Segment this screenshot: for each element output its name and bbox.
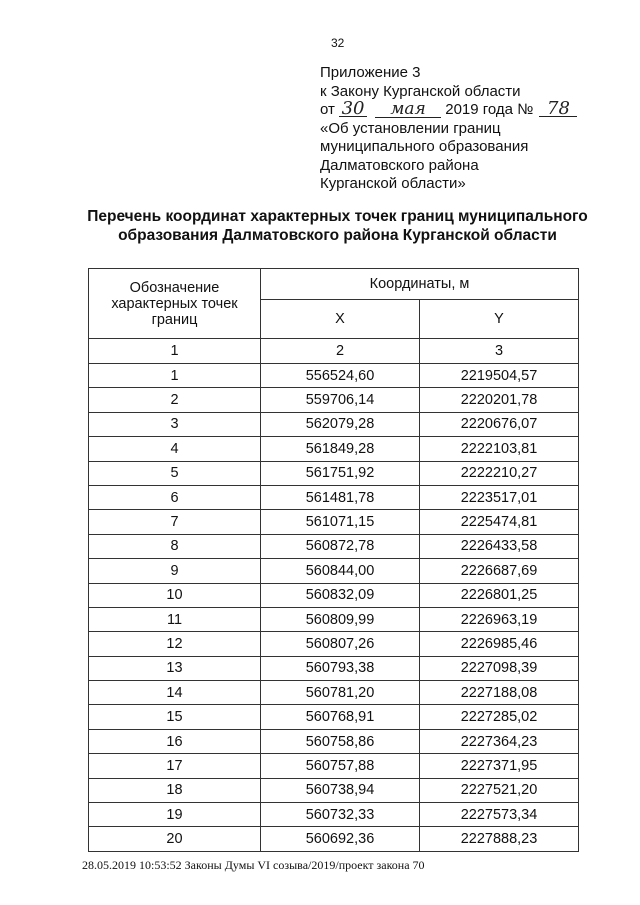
point-number-cell: 9: [89, 559, 261, 583]
x-coordinate-cell: 560781,20: [261, 681, 420, 705]
y-coordinate-cell: 2227188,08: [420, 681, 579, 705]
handwritten-law-number: 78: [539, 101, 577, 117]
header-coordinates: Координаты, м: [261, 269, 579, 300]
appendix-date-line: [320, 98, 577, 120]
table-row: [89, 559, 579, 583]
point-number-cell: 13: [89, 656, 261, 680]
appendix-law: к Закону Курганской области: [320, 82, 521, 100]
point-number-cell: 11: [89, 607, 261, 631]
table-row: [89, 827, 579, 851]
column-index: 1: [89, 339, 261, 364]
y-coordinate-cell: 2226687,69: [420, 559, 579, 583]
table-row: [89, 656, 579, 680]
appendix-name-line: Курганской области»: [320, 175, 466, 192]
y-coordinate-cell: 2227285,02: [420, 705, 579, 729]
x-coordinate-cell: 559706,14: [261, 388, 420, 412]
point-number-cell: 15: [89, 705, 261, 729]
point-number-cell: 6: [89, 485, 261, 509]
y-coordinate-cell: 2223517,01: [420, 485, 579, 509]
y-coordinate-cell: 2227098,39: [420, 656, 579, 680]
point-number-cell: 5: [89, 461, 261, 485]
table-row: [89, 485, 579, 509]
document-title: [70, 207, 605, 245]
footer-stamp: 28.05.2019 10:53:52 Законы Думы VI созыва/2019/проект закона 70: [82, 858, 425, 872]
x-coordinate-cell: 560768,91: [261, 705, 420, 729]
appendix-name-line: муниципального образования: [320, 138, 529, 155]
y-coordinate-cell: 2226963,19: [420, 607, 579, 631]
point-number-cell: 16: [89, 729, 261, 753]
handwritten-day: 30: [339, 101, 367, 117]
appendix-name-line: Далматовского района: [320, 156, 479, 174]
header-x: X: [261, 300, 420, 339]
point-number-cell: 7: [89, 510, 261, 534]
year-label: 2019 года №: [445, 101, 534, 118]
column-index: 3: [420, 339, 579, 364]
table-row: [89, 632, 579, 656]
y-coordinate-cell: 2227573,34: [420, 803, 579, 827]
y-coordinate-cell: 2220676,07: [420, 412, 579, 436]
header-label: Обозначение характерных точек границ: [89, 269, 261, 339]
coordinates-table: [88, 268, 579, 852]
table-header-row: [89, 269, 579, 300]
table-row: [89, 534, 579, 558]
table-row: [89, 778, 579, 802]
y-coordinate-cell: 2227371,95: [420, 754, 579, 778]
x-coordinate-cell: 560758,86: [261, 729, 420, 753]
table-row: [89, 437, 579, 461]
appendix-title: Приложение 3: [320, 64, 421, 81]
x-coordinate-cell: 560757,88: [261, 754, 420, 778]
x-coordinate-cell: 561071,15: [261, 510, 420, 534]
point-number-cell: 12: [89, 632, 261, 656]
x-coordinate-cell: 561751,92: [261, 461, 420, 485]
y-coordinate-cell: 2227364,23: [420, 729, 579, 753]
table-row: [89, 681, 579, 705]
point-number-cell: 20: [89, 827, 261, 851]
y-coordinate-cell: 2222103,81: [420, 437, 579, 461]
point-number-cell: 4: [89, 437, 261, 461]
x-coordinate-cell: 561849,28: [261, 437, 420, 461]
point-number-cell: 17: [89, 754, 261, 778]
x-coordinate-cell: 560807,26: [261, 632, 420, 656]
table-row: [89, 388, 579, 412]
table-row: [89, 461, 579, 485]
x-coordinate-cell: 562079,28: [261, 412, 420, 436]
title-line: Перечень координат характерных точек границ муниципального: [87, 208, 588, 225]
y-coordinate-cell: 2225474,81: [420, 510, 579, 534]
y-coordinate-cell: 2226985,46: [420, 632, 579, 656]
x-coordinate-cell: 560692,36: [261, 827, 420, 851]
point-number-cell: 18: [89, 778, 261, 802]
point-number-cell: 19: [89, 803, 261, 827]
y-coordinate-cell: 2227888,23: [420, 827, 579, 851]
x-coordinate-cell: 560738,94: [261, 778, 420, 802]
point-number-cell: 14: [89, 681, 261, 705]
point-number-cell: 3: [89, 412, 261, 436]
table-row: [89, 729, 579, 753]
point-number-cell: 2: [89, 388, 261, 412]
x-coordinate-cell: 560844,00: [261, 559, 420, 583]
x-coordinate-cell: 560809,99: [261, 607, 420, 631]
x-coordinate-cell: 560732,33: [261, 803, 420, 827]
y-coordinate-cell: 2222210,27: [420, 461, 579, 485]
handwritten-month: мая: [375, 102, 441, 118]
table-row: [89, 607, 579, 631]
x-coordinate-cell: 560832,09: [261, 583, 420, 607]
y-coordinate-cell: 2226801,25: [420, 583, 579, 607]
table-row: [89, 754, 579, 778]
y-coordinate-cell: 2220201,78: [420, 388, 579, 412]
table-row: [89, 803, 579, 827]
table-row: [89, 510, 579, 534]
point-number-cell: 10: [89, 583, 261, 607]
header-y: Y: [420, 300, 579, 339]
appendix-block: [320, 64, 577, 194]
column-index-row: [89, 339, 579, 364]
column-index: 2: [261, 339, 420, 364]
appendix-name-line: «Об установлении границ: [320, 119, 501, 137]
x-coordinate-cell: 560793,38: [261, 656, 420, 680]
title-line: образования Далматовского района Курганской области: [118, 227, 557, 244]
from-label: от: [320, 101, 335, 118]
table-row: [89, 364, 579, 388]
x-coordinate-cell: 561481,78: [261, 485, 420, 509]
table-row: [89, 583, 579, 607]
table-row: [89, 412, 579, 436]
x-coordinate-cell: 556524,60: [261, 364, 420, 388]
y-coordinate-cell: 2227521,20: [420, 778, 579, 802]
page-number: 32: [331, 36, 345, 50]
table-row: [89, 705, 579, 729]
point-number-cell: 1: [89, 364, 261, 388]
y-coordinate-cell: 2226433,58: [420, 534, 579, 558]
y-coordinate-cell: 2219504,57: [420, 364, 579, 388]
x-coordinate-cell: 560872,78: [261, 534, 420, 558]
point-number-cell: 8: [89, 534, 261, 558]
